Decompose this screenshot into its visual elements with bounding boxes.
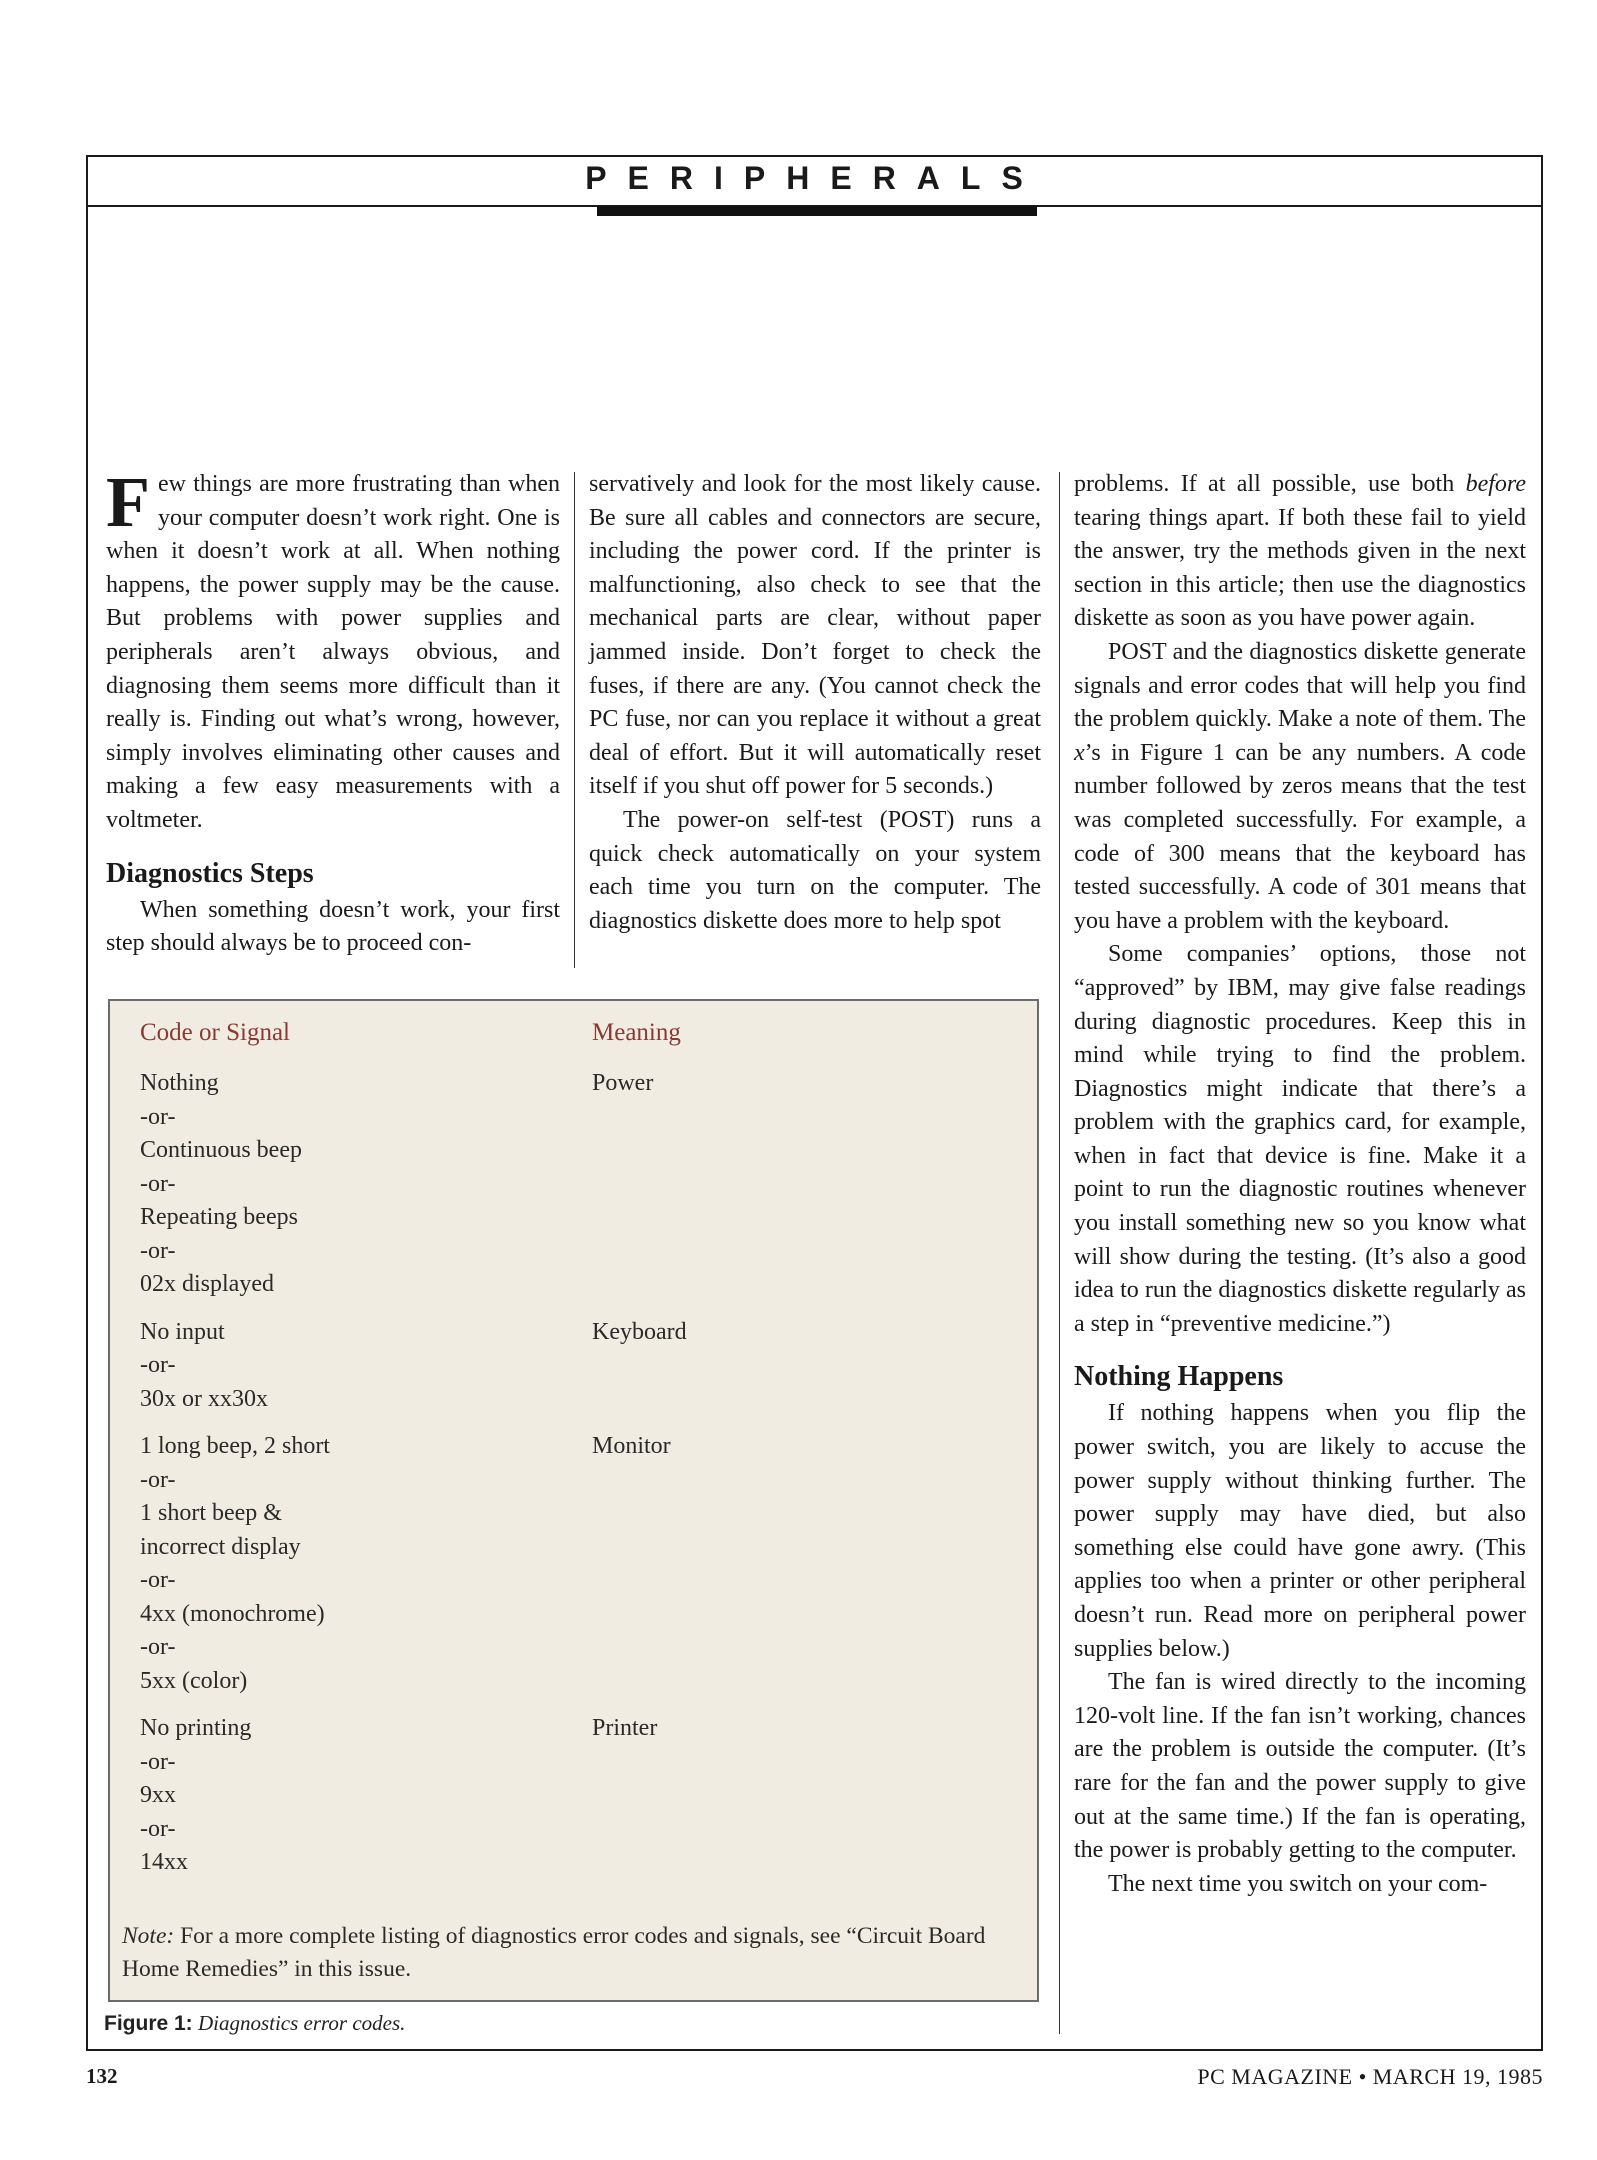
section-title: PERIPHERALS (585, 160, 1044, 196)
subhead-nothing-happens: Nothing Happens (1074, 1361, 1284, 1393)
paragraph: servatively and look for the most likely cause. Be sure all cables and connectors are secure, including the power cord. If the printer is malfunctioning, also check to see that the mechanical parts are clear, without paper jammed inside. Don’t forget to check the fuses, if there are any. (You cannot check the PC fuse, nor can you replace it without a great deal of effort. But it will automatically reset itself if you shut off power for 5 seconds.) (589, 471, 1041, 800)
figure-code-line: -or- (140, 1352, 176, 1378)
figure-codes (140, 1067, 540, 1302)
figure-code-line: -or- (140, 1567, 176, 1593)
figure-meaning: Power (592, 1070, 654, 1096)
figure-row (110, 1430, 1037, 1698)
column-2 (589, 468, 1041, 938)
figure-code-line: 9xx (140, 1782, 176, 1808)
figure-code-line: 1 short beep & (140, 1500, 282, 1526)
figure-code-line: 1 long beep, 2 short (140, 1433, 330, 1459)
figure-code-line: No printing (140, 1715, 252, 1741)
column-rule-2 (1059, 472, 1060, 2034)
subhead-diagnostics-steps: Diagnostics Steps (106, 857, 314, 889)
paragraph: problems. If at all possible, use both before tearing things apart. If both these fail to yield the answer, try the methods given in the next section in this article; then use the diagnostics diskette as soon as you have power again. (1074, 471, 1526, 632)
figure-code-line: -or- (140, 1103, 176, 1130)
figure-header-code: Code or Signal (140, 1019, 290, 1046)
figure-codes (140, 1430, 540, 1698)
figure-code-line: -or- (140, 1466, 176, 1493)
figure-code-line: Continuous beep (140, 1137, 302, 1163)
figure-code-line: -or- (140, 1237, 176, 1264)
paragraph: If nothing happens when you flip the power switch, you are likely to accuse the power supply without thinking further. The power supply may have died, but also something else could have gone awry. (This applies too when a printer or other peripheral doesn’t run. Read more on peripheral power supplies below.) (1074, 1400, 1526, 1662)
drop-cap: F (106, 462, 150, 542)
page-number: 132 (86, 2064, 118, 2088)
figure-code-line: 02x displayed (140, 1271, 274, 1297)
figure-code-line: 30x or xx30x (140, 1385, 268, 1412)
figure-code-line: -or- (140, 1748, 176, 1775)
paragraph: Some companies’ options, those not “approved” by IBM, may give false readings during diagnostic procedures. Keep this in mind while trying to find the problem. Diagnostics might indicate that there’s a problem with the graphics card, for example, when in fact that device is fine. Make it a point to run the diagnostic routines whenever you install something new so you know what will show during the testing. (It’s also a good idea to run the diagnostics diskette regularly as a step in “preventive medicine.”) (1074, 941, 1526, 1337)
figure-code-line: No input (140, 1318, 225, 1345)
figure-code-line: 4xx (monochrome) (140, 1600, 325, 1627)
figure-code-line: -or- (140, 1815, 176, 1842)
intro-paragraph: Few things are more frustrating than when your computer doesn’t work right. One is when it doesn’t work at all. When nothing happens, the power supply may be the cause. But problems with power supplies and peripherals aren’t always obvious, and diagnosing them seems more difficult than it really is. Finding out what’s wrong, however, simply involves eliminating other causes and making a few easy measurements with a voltmeter. (106, 462, 560, 833)
figure-code-line: incorrect display (140, 1533, 301, 1560)
figure-code-line: -or- (140, 1634, 176, 1660)
paragraph: The fan is wired directly to the incoming 120-volt line. If the fan isn’t working, chances are the problem is outside the computer. (It’s rare for the fan and the power supply to give out at the same time.) If the fan is operating, the power is probably getting to the computer. (1074, 1669, 1526, 1864)
figure-codes (140, 1712, 540, 1880)
paragraph: When something doesn’t work, your first step should always be to proceed con- (106, 896, 560, 957)
column-rule-1 (574, 472, 575, 968)
figure-codes (140, 1316, 540, 1417)
figure-code-line: 5xx (color) (140, 1667, 248, 1694)
figure-row (110, 1067, 1037, 1302)
column-1 (106, 462, 560, 961)
figure-code-line: Repeating beeps (140, 1204, 298, 1230)
figure-caption: Figure 1: Diagnostics error codes. (104, 2011, 406, 2035)
column-3 (1074, 468, 1526, 1901)
figure-code-line: -or- (140, 1170, 176, 1197)
figure-meaning: Keyboard (592, 1318, 687, 1345)
figure-meaning: Monitor (592, 1433, 671, 1459)
paragraph: The next time you switch on your com- (1108, 1870, 1488, 1897)
figure-header-meaning: Meaning (592, 1019, 681, 1046)
figure-rows (110, 1067, 1037, 1894)
figure-meaning: Printer (592, 1715, 658, 1741)
figure-code-line: Nothing (140, 1070, 219, 1096)
paragraph: POST and the diagnostics diskette generate signals and error codes that will help you find the problem quickly. Make a note of them. The x’s in Figure 1 can be any numbers. A code number followed by zeros means that the test was completed successfully. For example, a code of 300 means that the keyboard has tested successfully. A code of 301 means that you have a problem with the keyboard. (1074, 638, 1526, 934)
figure-row (110, 1712, 1037, 1880)
figure-note: Note: For a more complete listing of diagnostics error codes and signals, see “Circuit Board Home Remedies” in this issue. (122, 1923, 986, 1982)
magazine-footer: PC MAGAZINE • MARCH 19, 1985 (1197, 2064, 1543, 2089)
figure-row (110, 1316, 1037, 1417)
figure-diagnostic-codes (108, 999, 1039, 2002)
paragraph: The power-on self-test (POST) runs a quick check automatically on your system each time you turn on the computer. The diagnostics diskette does more to help spot (589, 806, 1041, 934)
title-underbar (597, 206, 1037, 216)
figure-code-line: 14xx (140, 1849, 188, 1875)
